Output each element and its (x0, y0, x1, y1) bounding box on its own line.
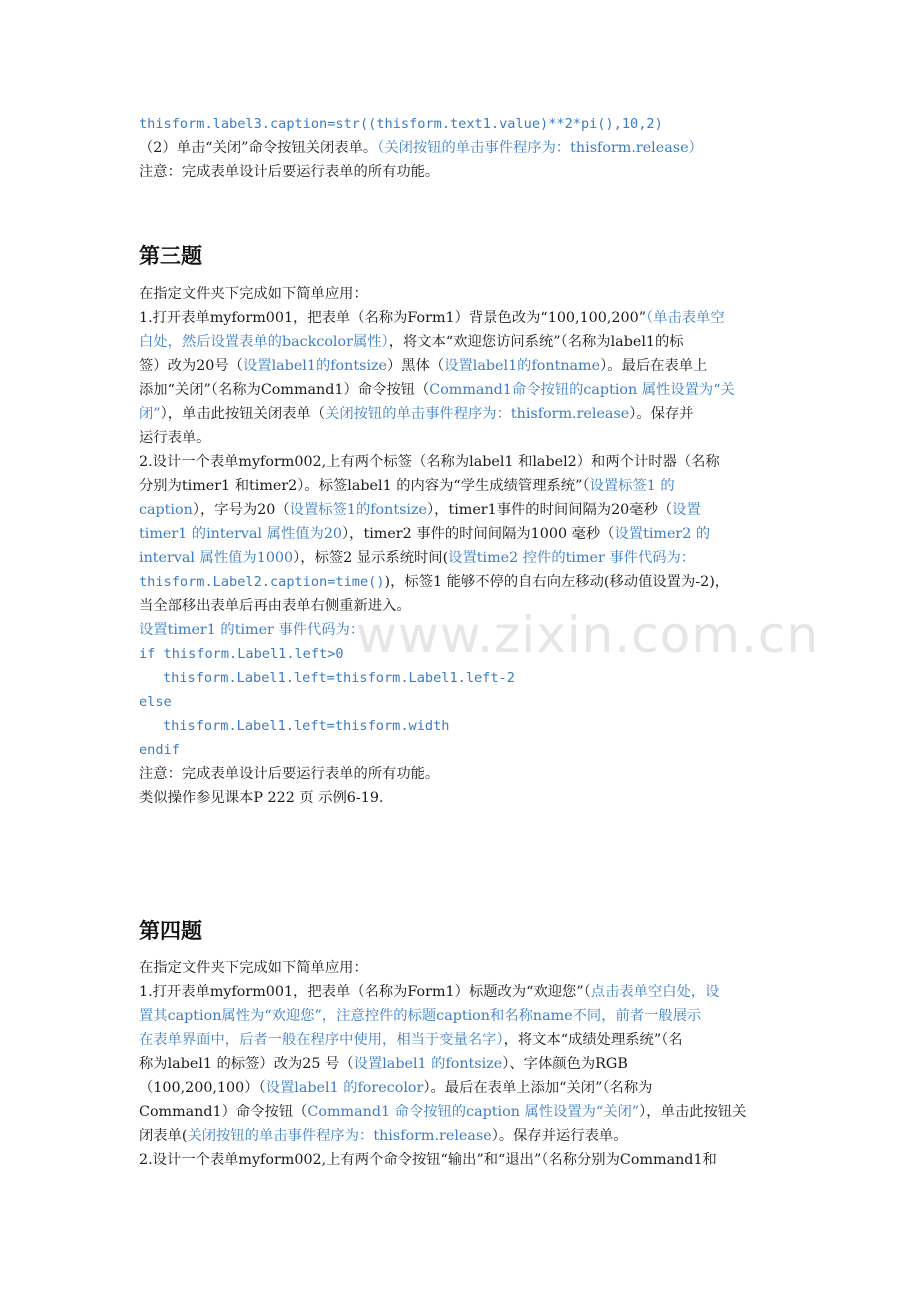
code-else: else (139, 694, 172, 710)
text: ）、字体颜色为RGB (502, 1056, 628, 1072)
q3-line-10 (139, 522, 710, 546)
q3-line-4 (139, 378, 735, 402)
q3-line-6: 运行表单。 (139, 430, 211, 446)
step2-text: （2）单击“关闭”命令按钮关闭表单。 (139, 140, 378, 156)
q4-line-3 (139, 1028, 683, 1052)
hint: 关闭按钮的单击事件程序为：thisform.release (187, 1128, 492, 1144)
hint: 设置label1的fontname (444, 358, 601, 374)
note-line: 注意：完成表单设计后要运行表单的所有功能。 (139, 164, 440, 180)
code-if: if thisform.Label1.left>0 (139, 646, 344, 662)
watermark-text: www.zixin.com.cn (356, 606, 820, 664)
text: 称为label1 的标签）改为25 号（ (139, 1056, 354, 1072)
q4-line-1 (139, 980, 719, 1004)
text: ）。保存并 (629, 406, 694, 422)
step2-code: （关闭按钮的单击事件程序为：thisform.release） (377, 140, 703, 156)
text: 闭表单( (139, 1128, 188, 1144)
hint: 闭” (139, 406, 161, 422)
hint: 设置label1 的fontsize (353, 1056, 503, 1072)
code-endif: endif (139, 742, 180, 758)
section-title-q4: 第四题 (139, 919, 202, 943)
q3-line-5 (139, 402, 694, 426)
q3-line-2 (139, 330, 684, 354)
text: ），timer2 事件的时间间隔为1000 毫秒（ (342, 526, 615, 542)
text: 添加“关闭”（名称为Command1）命令按钮（ (139, 382, 430, 398)
code-line: thisform.label3.caption=str((thisform.text1.value)**2*pi(),10,2) (139, 116, 663, 132)
hint: thisform.Label2.caption=time() (139, 574, 385, 590)
text: ），timer1事件的时间间隔为20毫秒（ (427, 502, 673, 518)
q3-reference: 类似操作参见课本P 222 页 示例6-19. (139, 790, 384, 806)
text: ）。保存并运行表单。 (491, 1128, 628, 1144)
code-move-left: thisform.Label1.left=thisform.Label1.left-2 (163, 670, 515, 686)
text: Command1）命令按钮（ (139, 1104, 308, 1120)
q3-line-12 (139, 570, 729, 594)
q4-line-6 (139, 1100, 746, 1124)
hint: 设置time2 控件的timer 事件代码为： (448, 550, 696, 566)
text: ，将文本“欢迎您访问系统”（名称为label1的标 (388, 334, 684, 350)
hint: 白处，然后设置表单的backcolor属性） (139, 334, 389, 350)
hint: 设置label1的fontsize (242, 358, 388, 374)
text: ），单击此按钮关 (639, 1104, 747, 1120)
q3-line-9 (139, 498, 701, 522)
text: ），标签2 显示系统时间( (293, 550, 449, 566)
text: ）。最后在表单上添加“关闭”（名称为 (423, 1080, 653, 1096)
hint: 设置标签1的fontsize (289, 502, 427, 518)
hint: （单击表单空 (646, 310, 725, 326)
q4-line-2: 置其caption属性为“欢迎您”，注意控件的标题caption和名称name不同，前者一般展示 (139, 1008, 702, 1024)
text: )，标签1 能够不停的自右向左移动(移动值设置为-2)， (384, 574, 730, 590)
text: 分别为timer1 和timer2）。标签label1 的内容为“学生成绩管理系统”（ (139, 478, 590, 494)
q4-line-7 (139, 1124, 628, 1148)
text: ），单击此按钮关闭表单（ (160, 406, 326, 422)
hint: interval 属性值为1000 (139, 550, 294, 566)
q4-line-5 (139, 1076, 652, 1100)
text: ）黑体（ (387, 358, 445, 374)
text: （100,200,100）（ (139, 1080, 266, 1096)
text: ），字号为20（ (192, 502, 290, 518)
q3-line-8 (139, 474, 675, 498)
hint: 在表单界面中，后者一般在程序中使用，相当于变量名字） (139, 1032, 504, 1048)
hint: 设置标签1 的 (589, 478, 675, 494)
q4-intro: 在指定文件夹下完成如下简单应用： (139, 960, 368, 976)
text: ，将文本“成绩处理系统”（名 (503, 1032, 683, 1048)
q3-line-7: 2.设计一个表单myform002,上有两个标签（名称为label1 和label2）和两个计时器（名称 (139, 454, 720, 470)
q3-line-13: 当全部移出表单后再由表单右侧重新进入。 (139, 598, 411, 614)
hint: 设置timer2 的 (614, 526, 711, 542)
hint: Command1命令按钮的caption 属性设置为“关 (429, 382, 735, 398)
code-caption: 设置timer1 的timer 事件代码为： (139, 622, 365, 638)
q3-note: 注意：完成表单设计后要运行表单的所有功能。 (139, 766, 440, 782)
step2-line (139, 136, 703, 160)
text: ）。最后在表单上 (600, 358, 708, 374)
code-reset: thisform.Label1.left=thisform.width (163, 718, 450, 734)
q3-line-11 (139, 546, 695, 570)
section-title-q3: 第三题 (139, 244, 202, 268)
q4-line-4 (139, 1052, 628, 1076)
text: 签）改为20号（ (139, 358, 243, 374)
hint: caption (139, 502, 193, 518)
q3-line-3 (139, 354, 707, 378)
hint: 设置label1 的forecolor (265, 1080, 424, 1096)
hint: Command1 命令按钮的caption 属性设置为“关闭” (307, 1104, 640, 1120)
text: 1.打开表单myform001，把表单（名称为Form1）背景色改为“100,100,200” (139, 310, 646, 326)
hint: 设置 (672, 502, 701, 518)
q3-line-1 (139, 306, 725, 330)
hint: timer1 的interval 属性值为20 (139, 526, 343, 542)
text: 1.打开表单myform001，把表单（名称为Form1）标题改为“欢迎您”（ (139, 984, 591, 1000)
q3-intro: 在指定文件夹下完成如下简单应用： (139, 286, 368, 302)
hint: 关闭按钮的单击事件程序为：thisform.release (325, 406, 630, 422)
q4-line-8: 2.设计一个表单myform002,上有两个命令按钮“输出”和“退出”（名称分别为Command1和 (139, 1152, 717, 1168)
hint: 点击表单空白处，设 (590, 984, 720, 1000)
